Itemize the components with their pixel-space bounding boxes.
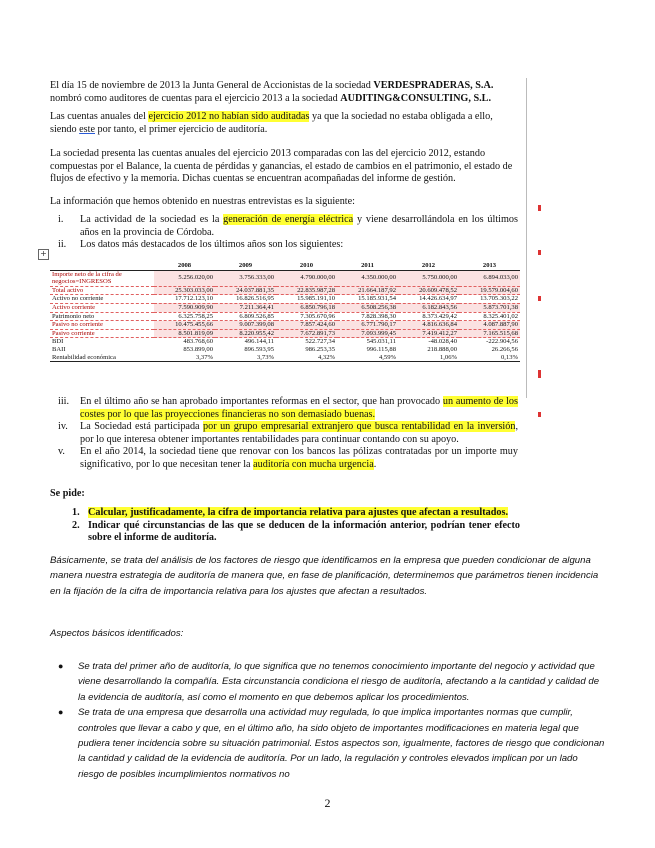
year-header: 2012 (398, 262, 459, 270)
table-cell: 7.305.670,96 (300, 312, 335, 320)
table-cell: 7.590.909,90 (154, 303, 215, 312)
row-label: Importe neto de la cifra de negocios=INGRESOS (50, 270, 154, 286)
table-cell: 8.373.429,42 (422, 312, 457, 320)
revision-marker (538, 250, 541, 255)
table-cell: 22.835.987,28 (276, 286, 337, 295)
table-cell: 5.256.020,00 (154, 270, 215, 286)
table-cell: 21.664.187,92 (337, 286, 398, 295)
table-cell: 7.419.412,27 (398, 329, 459, 338)
row-label: Total activo (50, 286, 154, 295)
info-list (58, 214, 518, 252)
se-pide-heading: Se pide: (50, 488, 85, 499)
table-cell: 16.826.516,95 (236, 295, 274, 303)
row-label: Patrimonio neto (52, 312, 95, 320)
list-text: En el último año se han aprobado importantes reformas en el sector, que han provocado un aumento de los costes por lo que las proyecciones financieras no son demasiado buenas. (80, 396, 518, 420)
year-header: 2008 (154, 262, 215, 270)
intro-text: por tanto, el primer ejercicio de auditoría. (95, 123, 268, 135)
table-cell: 9.007.399,08 (215, 321, 276, 330)
bullet-icon: ● (58, 661, 64, 671)
revision-marker (538, 370, 541, 378)
question-text: Indicar qué circunstancias de las que se deducen de la información anterior, podrían tener efecto sobre el informe de auditoría. (88, 519, 520, 544)
table-cell: 6.182.843,56 (398, 303, 459, 312)
table-cell: 7.165.515,68 (459, 329, 520, 338)
revision-marker (538, 296, 541, 301)
table-cell: 8.325.401,02 (483, 312, 518, 320)
table-row (50, 270, 520, 286)
table-cell: 24.037.881,35 (215, 286, 276, 295)
table-cell: 6.850.796,18 (276, 303, 337, 312)
underlined-word: este (79, 123, 95, 135)
table-cell: 7.672.891,73 (276, 329, 337, 338)
table-row (50, 346, 520, 354)
table-row (50, 295, 520, 304)
highlighted-text: ejercicio 2012 no habían sido auditadas (148, 111, 310, 122)
table-cell: 0,13% (459, 354, 520, 362)
table-cell: 25.303.033,00 (154, 286, 215, 295)
table-cell: 17.712.123,10 (175, 295, 213, 303)
table-cell: 7.828.398,30 (361, 312, 396, 320)
intro-paragraph-1 (50, 80, 520, 105)
info-list-2 (58, 396, 518, 472)
table-cell: -48.028,40 (428, 338, 457, 346)
table-cell: 3,73% (215, 354, 276, 362)
list-number: iv. (58, 421, 68, 433)
table-cell: 10.475.455,66 (154, 321, 215, 330)
intro-text: nombró como auditores de cuentas para el ejercicio 2013 a la sociedad (50, 92, 341, 104)
table-cell: 4.350.000,00 (337, 270, 398, 286)
list-item (58, 446, 518, 471)
list-text: En el año 2014, la sociedad tiene que renovar con los bancos las pólizas contratadas por un importe muy significativo, por lo que necesitan tener la auditoría con mucha urgencia. (80, 446, 518, 470)
table-row (50, 354, 520, 362)
margin-line (526, 78, 527, 398)
financial-data-table (50, 262, 520, 362)
question-item (72, 507, 520, 520)
table-cell: 8.220.955,42 (215, 329, 276, 338)
intro-paragraph-3: La sociedad presenta las cuentas anuales del ejercicio 2013 comparadas con las del ejercicio 2012, estando compuestas por el Balance, la cuenta de pérdidas y ganancias, el estado de cambios en el patrimonio, el estado de flujos de efectivo y la memoria. Dichas cuentas se encuentran acompañadas del informe de gestión. (50, 148, 513, 185)
questions-list (72, 507, 520, 545)
table-cell: 26.266,56 (491, 345, 518, 353)
table-cell: 5.873.701,38 (459, 303, 520, 312)
table-cell: 4.816.636,84 (398, 321, 459, 330)
intro-paragraph-4: La información que hemos obtenido en nuestras entrevistas es la siguiente: (50, 196, 355, 207)
table-cell: 8.501.819,09 (154, 329, 215, 338)
intro-text: Las cuentas anuales del (50, 111, 149, 122)
list-number: i. (58, 214, 64, 225)
bullet-text: Se trata de una empresa que desarrolla una actividad muy regulada, lo que implica importantes normas que cumplir, controles que llevar a cabo y que, en el último año, ha sido objeto de importantes modificaciones en materia legal que pudiera tener incidencia sobre su situación patrimonial. Estos aspectos son, igualmente, factores de riesgo que condicionan la cantidad y calidad de la evidencia de auditoría. Por un lado, la regulación y controles elevados implican por un lado riesgo de posibles incumplimientos normativos no (78, 707, 605, 780)
table-cell: 986.253,35 (305, 345, 335, 353)
table-header-row (50, 262, 520, 270)
table-cell: 6.894.033,00 (459, 270, 520, 286)
table-cell: 14.426.634,97 (419, 295, 457, 303)
company-name: VERDESPRADERAS, S.A. (373, 80, 494, 91)
page-number: 2 (324, 796, 331, 810)
year-header: 2010 (276, 262, 337, 270)
revision-marker (538, 412, 541, 417)
row-label: Pasivo corriente (50, 329, 154, 338)
table-cell: 3.756.333,00 (215, 270, 276, 286)
list-number: iii. (58, 396, 70, 407)
row-label: Activo corriente (50, 303, 154, 312)
table-cell: 7.093.999,45 (337, 329, 398, 338)
table-cell: 13.705.303,22 (480, 295, 518, 303)
table-header-label (50, 262, 154, 270)
question-number: 1. (72, 507, 80, 518)
table-cell: 6.771.790,17 (337, 321, 398, 330)
table-cell: 20.609.478,52 (398, 286, 459, 295)
table-cell: 5.750.000,00 (398, 270, 459, 286)
row-label: Activo no corriente (52, 295, 104, 303)
list-text: La actividad de la sociedad es la generación de energía eléctrica y viene desarrollándola en los últimos años en la provincia de Córdoba. (80, 214, 518, 238)
row-label: Pasivo no corriente (50, 321, 154, 330)
list-text: La Sociedad está participada por un grupo empresarial extranjero que busca rentabilidad en la inversión, por lo que interesa obtener importantes rentabilidades para continuar contando con su apoyo. (80, 421, 518, 445)
list-number: ii. (58, 239, 67, 251)
table-row (50, 303, 520, 312)
list-text: Los datos más destacados de los últimos años son los siguientes: (80, 239, 344, 251)
table-cell: 896.593,95 (244, 345, 274, 353)
answer-heading: Aspectos básicos identificados: (50, 628, 184, 639)
bullet-item (58, 705, 606, 782)
table-cell: 7.211.364,41 (215, 303, 276, 312)
year-header: 2011 (337, 262, 398, 270)
row-label: BDI (52, 338, 64, 346)
table-cell: 4,59% (337, 354, 398, 362)
year-header: 2013 (459, 262, 520, 270)
list-number: v. (58, 446, 65, 458)
intro-text: ya que la sociedad no estaba obligada a ello, siendo (50, 111, 493, 135)
table-cell: 19.579.004,60 (459, 286, 520, 295)
table-cell: 1,06% (398, 354, 459, 362)
question-text: Calcular, justificadamente, la cifra de importancia relativa para ajustes que afectan a resultados. (88, 507, 509, 518)
table-cell: -222.904,56 (486, 338, 518, 346)
list-item (58, 421, 518, 446)
row-label: Rentabilidad económica (50, 354, 154, 362)
bullet-icon: ● (58, 707, 64, 718)
list-item (58, 396, 518, 421)
table-row (50, 321, 520, 330)
table-cell: 996.115,88 (366, 345, 396, 353)
table-cell: 218.888,00 (427, 345, 457, 353)
table-cell: 15.185.931,54 (358, 295, 396, 303)
table-cell: 496.144,11 (244, 338, 274, 346)
table-cell: 853.899,00 (183, 345, 213, 353)
list-item (58, 214, 518, 239)
year-header: 2009 (215, 262, 276, 270)
answer-bullets (58, 659, 606, 782)
table-row (50, 329, 520, 338)
table-cell: 6.809.526,85 (239, 312, 274, 320)
revision-marker (538, 205, 541, 211)
answer-paragraph: Básicamente, se trata del análisis de los factores de riesgo que identificamos en la empresa que pueden condicionar de alguna manera nuestra estrategia de auditoría de manera que, en fase de planificación, determinemos que parámetros tienen incidencia en la fijación de la cifra de importancia relativa para los ajustes que afectan a resultados. (50, 555, 599, 597)
table-cell: 7.857.424,60 (276, 321, 337, 330)
bullet-item (58, 659, 606, 705)
table-move-handle-icon[interactable]: + (38, 249, 49, 260)
row-label: BAII (52, 345, 66, 353)
table-cell: 483.768,60 (183, 338, 213, 346)
table-row (50, 286, 520, 295)
table-cell: 4.087.887,90 (459, 321, 520, 330)
question-item (72, 520, 520, 545)
table-cell: 522.727,34 (305, 338, 335, 346)
auditor-name: AUDITING&CONSULTING, S.L. (340, 92, 492, 104)
table-cell: 6.508.256,38 (337, 303, 398, 312)
table-cell: 3,37% (154, 354, 215, 362)
table-cell: 545.031,11 (366, 338, 396, 346)
list-item (58, 239, 518, 252)
intro-paragraph-2 (50, 111, 520, 136)
bullet-text: Se trata del primer año de auditoría, lo que significa que no tenemos conocimiento importante del negocio y actividad que viene desarrollando la compañía. Esta circunstancia condiciona el riesgo de auditoría, afectando a la cantidad y calidad de la evidencia de auditoría, así como el momento en que debemos aplicar los procedimientos. (78, 661, 600, 703)
intro-text: El día 15 de noviembre de 2013 la Junta General de Accionistas de la sociedad (50, 80, 374, 91)
table-row (50, 338, 520, 346)
table-cell: 4.790.000,00 (276, 270, 337, 286)
question-number: 2. (72, 519, 80, 531)
table-cell: 4,32% (276, 354, 337, 362)
table-cell: 15.985.191,10 (297, 295, 335, 303)
table-row (50, 312, 520, 321)
table-cell: 6.325.758,25 (178, 312, 213, 320)
